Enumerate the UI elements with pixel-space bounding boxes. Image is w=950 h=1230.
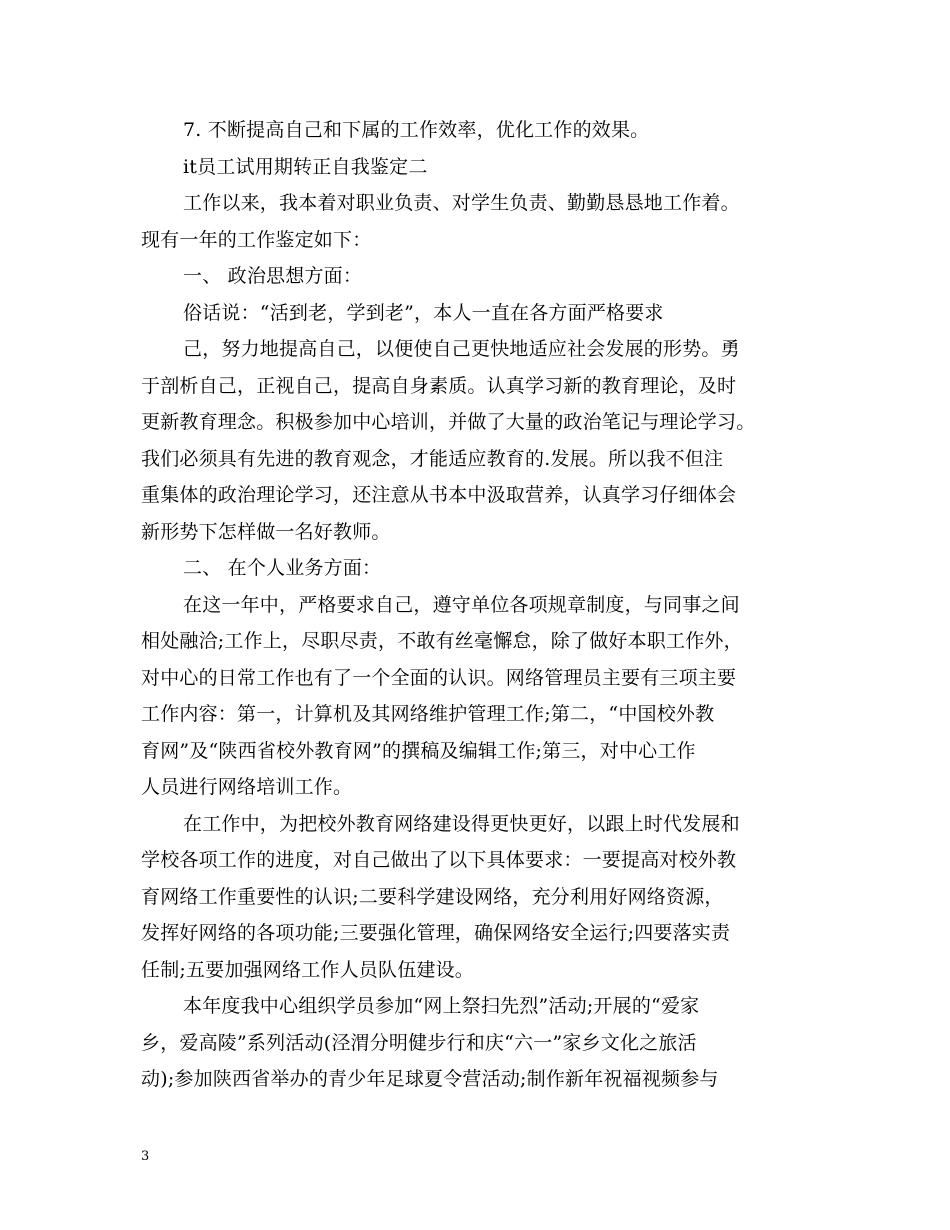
- text-line: 更新教育理念。积极参加中心培训，并做了大量的政治笔记与理论学习。: [141, 411, 756, 433]
- text-line: 我们必须具有先进的教育观念，才能适应教育的.发展。所以我不但注: [141, 448, 724, 470]
- text-line: 人员进行网络培训工作。: [141, 776, 353, 798]
- text-line: 于剖析自己，正视自己，提高自身素质。认真学习新的教育理论，及时: [141, 375, 737, 397]
- subsection-heading: 一、 政治思想方面：: [183, 265, 363, 287]
- text-line: 在工作中，为把校外教育网络建设得更快更好，以跟上时代发展和: [183, 813, 740, 835]
- text-line: 俗话说：“活到老，学到老”，本人一直在各方面严格要求: [183, 302, 664, 324]
- text-line: 育网”及“陕西省校外教育网”的撰稿及编辑工作;第三，对中心工作: [141, 740, 696, 762]
- text-line: 动);参加陕西省举办的青少年足球夏令营活动;制作新年祝福视频参与: [141, 1068, 719, 1090]
- text-line: 工作内容：第一，计算机及其网络维护管理工作;第二，“中国校外教: [141, 703, 715, 725]
- text-line: 新形势下怎样做一名好教师。: [141, 521, 391, 543]
- text-line: 己，努力地提高自己，以便使自己更快地适应社会发展的形势。勇: [183, 338, 740, 360]
- text-line: 乡，爱高陵”系列活动(泾渭分明健步行和庆“六一”家乡文化之旅活: [141, 1032, 697, 1054]
- text-line: 本年度我中心组织学员参加“网上祭扫先烈”活动;开展的“爱家: [183, 995, 700, 1017]
- text-line: 在这一年中，严格要求自己，遵守单位各项规章制度，与同事之间: [183, 594, 740, 616]
- text-line: 现有一年的工作鉴定如下：: [141, 229, 372, 251]
- text-line: 重集体的政治理论学习，还注意从书本中汲取营养，认真学习仔细体会: [141, 484, 737, 506]
- text-line: 学校各项工作的进度，对自己做出了以下具体要求：一要提高对校外教: [141, 849, 737, 871]
- text-line: 任制;五要加强网络工作人员队伍建设。: [141, 959, 475, 981]
- text-line: 育网络工作重要性的认识;二要科学建设网络，充分利用好网络资源，: [141, 886, 724, 908]
- text-line: 7. 不断提高自己和下属的工作效率，优化工作的效果。: [183, 119, 650, 141]
- page-number: 3: [141, 1149, 150, 1164]
- text-line: 相处融洽;工作上，尽职尽责，不敢有丝毫懈怠，除了做好本职工作外，: [141, 630, 743, 652]
- text-line: 发挥好网络的各项功能;三要强化管理，确保网络安全运行;四要落实责: [141, 922, 731, 944]
- subsection-heading: 二、 在个人业务方面：: [183, 557, 382, 579]
- text-line: 工作以来，我本着对职业负责、对学生负责、勤勤恳恳地工作着。: [183, 192, 740, 214]
- text-line: 对中心的日常工作也有了一个全面的认识。网络管理员主要有三项主要: [141, 667, 737, 689]
- section-heading: it员工试用期转正自我鉴定二: [183, 156, 428, 178]
